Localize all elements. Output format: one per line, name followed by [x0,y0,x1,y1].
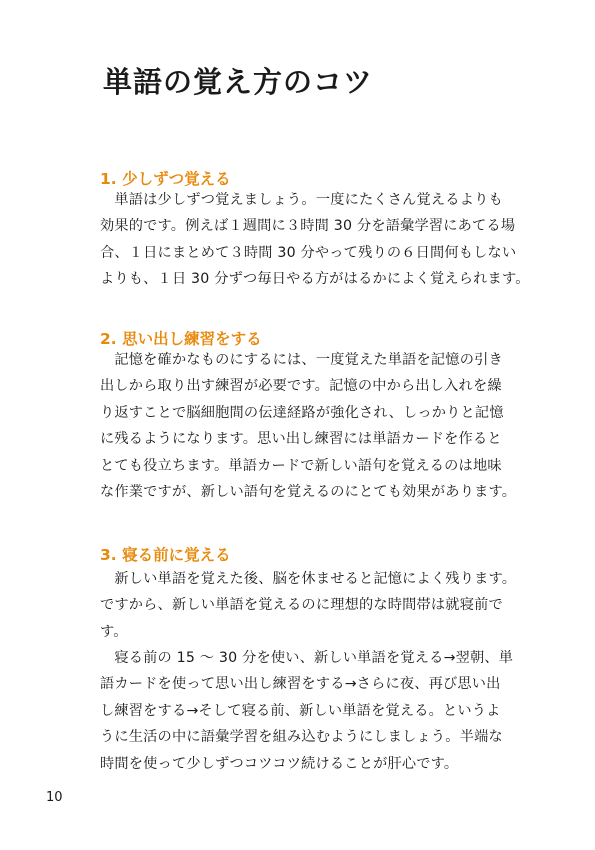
text-line: な作業ですが、新しい語句を覚えるのにとても効果があります。 [100,484,517,501]
text-line: 寝る前の 15 〜 30 分を使い、新しい単語を覚える→翌朝、単 [100,650,514,666]
text-line: 語カードを使って思い出し練習をする→さらに夜、再び思い出 [100,676,501,693]
text-line: 新しい単語を覚えた後、脳を休ませると記憶によく残ります。 [100,571,517,587]
text-line: 時間を使って少しずつコツコツ続けることが肝心です。 [100,755,459,772]
text-line: とても役立ちます。単語カードで新しい語句を覚えるのは地味 [100,457,502,474]
section-heading-1: 1. 少しずつ覚える [100,170,231,188]
text-line: うに生活の中に語彙学習を組み込むようにしましょう。半端な [100,729,503,746]
section-2-paragraph [100,347,517,505]
section-3-paragraph-1 [100,566,517,645]
text-line: 合、１日にまとめて３時間 30 分やって残りの６日間何もしない [100,244,517,261]
text-line: 効果的です。例えば１週間に３時間 30 分を語彙学習にあてる場 [100,218,516,235]
text-line: よりも、１日 30 分ずつ毎日やる方がはるかによく覚えられます。 [100,271,530,288]
page-title: 単語の覚え方のコツ [103,65,374,99]
text-line: り返すことで脳細胞間の伝達経路が強化され、しっかりと記憶 [100,404,504,421]
section-1-paragraph [100,187,530,293]
text-line: ですから、新しい単語を覚えるのに理想的な時間帯は就寝前で [100,597,503,614]
section-3-paragraph-2 [100,645,514,777]
section-heading-3: 3. 寝る前に覚える [100,546,231,564]
section-heading-2: 2. 思い出し練習をする [100,330,262,348]
text-line: し練習をする→そして寝る前、新しい単語を覚える。というよ [100,702,501,719]
page-number: 10 [46,790,63,805]
text-line: 記憶を確かなものにするには、一度覚えた単語を記憶の引き [100,352,503,368]
text-line: 単語は少しずつ覚えましょう。一度にたくさん覚えるよりも [100,192,503,208]
text-line: 出しから取り出す練習が必要です。記憶の中から出し入れを繰 [100,378,502,395]
text-line: に残るようになります。思い出し練習には単語カードを作ると [100,431,502,448]
text-line: す。 [100,623,128,640]
